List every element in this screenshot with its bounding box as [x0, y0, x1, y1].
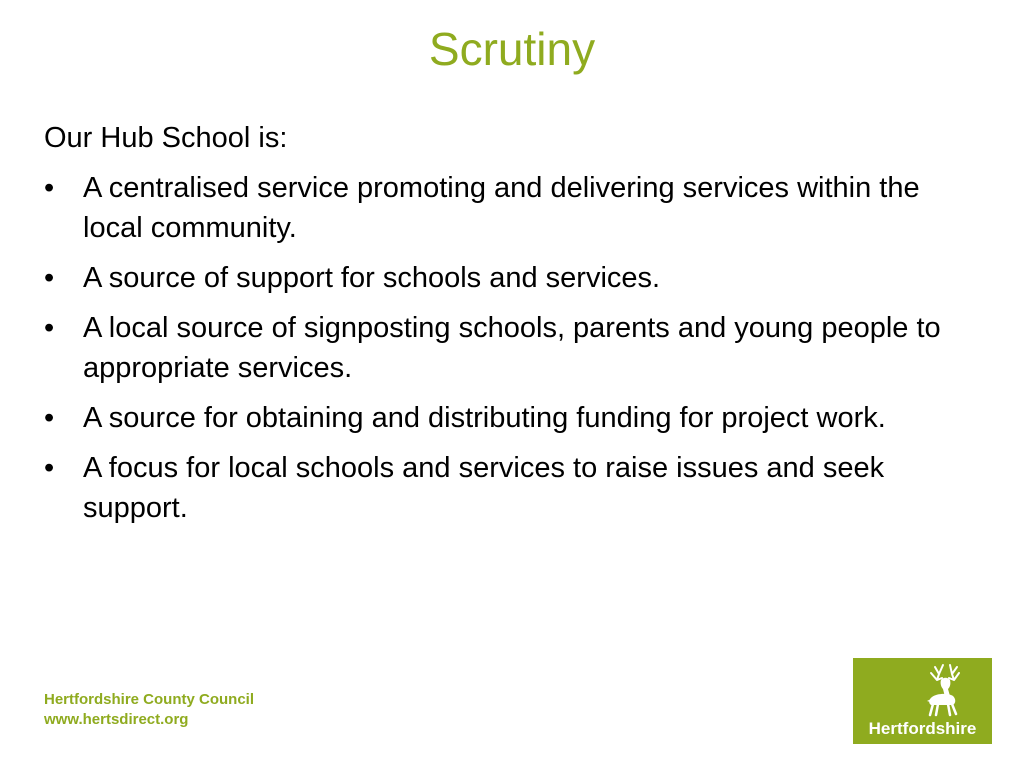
- bullet-marker: •: [44, 312, 55, 344]
- slide-title: Scrutiny: [428, 23, 596, 75]
- bullet-marker: •: [44, 262, 55, 294]
- bullet-item: [44, 168, 974, 248]
- bullet-item: [44, 308, 974, 388]
- bullet-marker: •: [44, 172, 55, 204]
- bullet-item: [44, 448, 974, 528]
- bullet-item: [44, 258, 974, 298]
- bullet-item: [44, 398, 974, 438]
- footer-website[interactable]: www.hertsdirect.org: [44, 711, 189, 728]
- bullet-text: A source for obtaining and distributing funding for project work.: [83, 402, 886, 434]
- footer-organisation: Hertfordshire County Council: [44, 691, 255, 708]
- bullet-text: A source of support for schools and services.: [83, 262, 661, 294]
- bullet-marker: •: [44, 402, 55, 434]
- footer: [44, 690, 254, 730]
- slide-content: [44, 118, 974, 538]
- intro-text: Our Hub School is:: [44, 122, 288, 154]
- bullet-marker: •: [44, 452, 55, 484]
- bullet-text: A centralised service promoting and delivering services within the local community.: [83, 172, 920, 244]
- bullet-text: A local source of signposting schools, parents and young people to appropriate services.: [83, 312, 941, 384]
- bullet-text: A focus for local schools and services to raise issues and seek support.: [83, 452, 885, 524]
- hertfordshire-logo: [853, 658, 992, 744]
- bullet-list: [44, 168, 974, 528]
- logo-text: Hertfordshire: [868, 719, 977, 738]
